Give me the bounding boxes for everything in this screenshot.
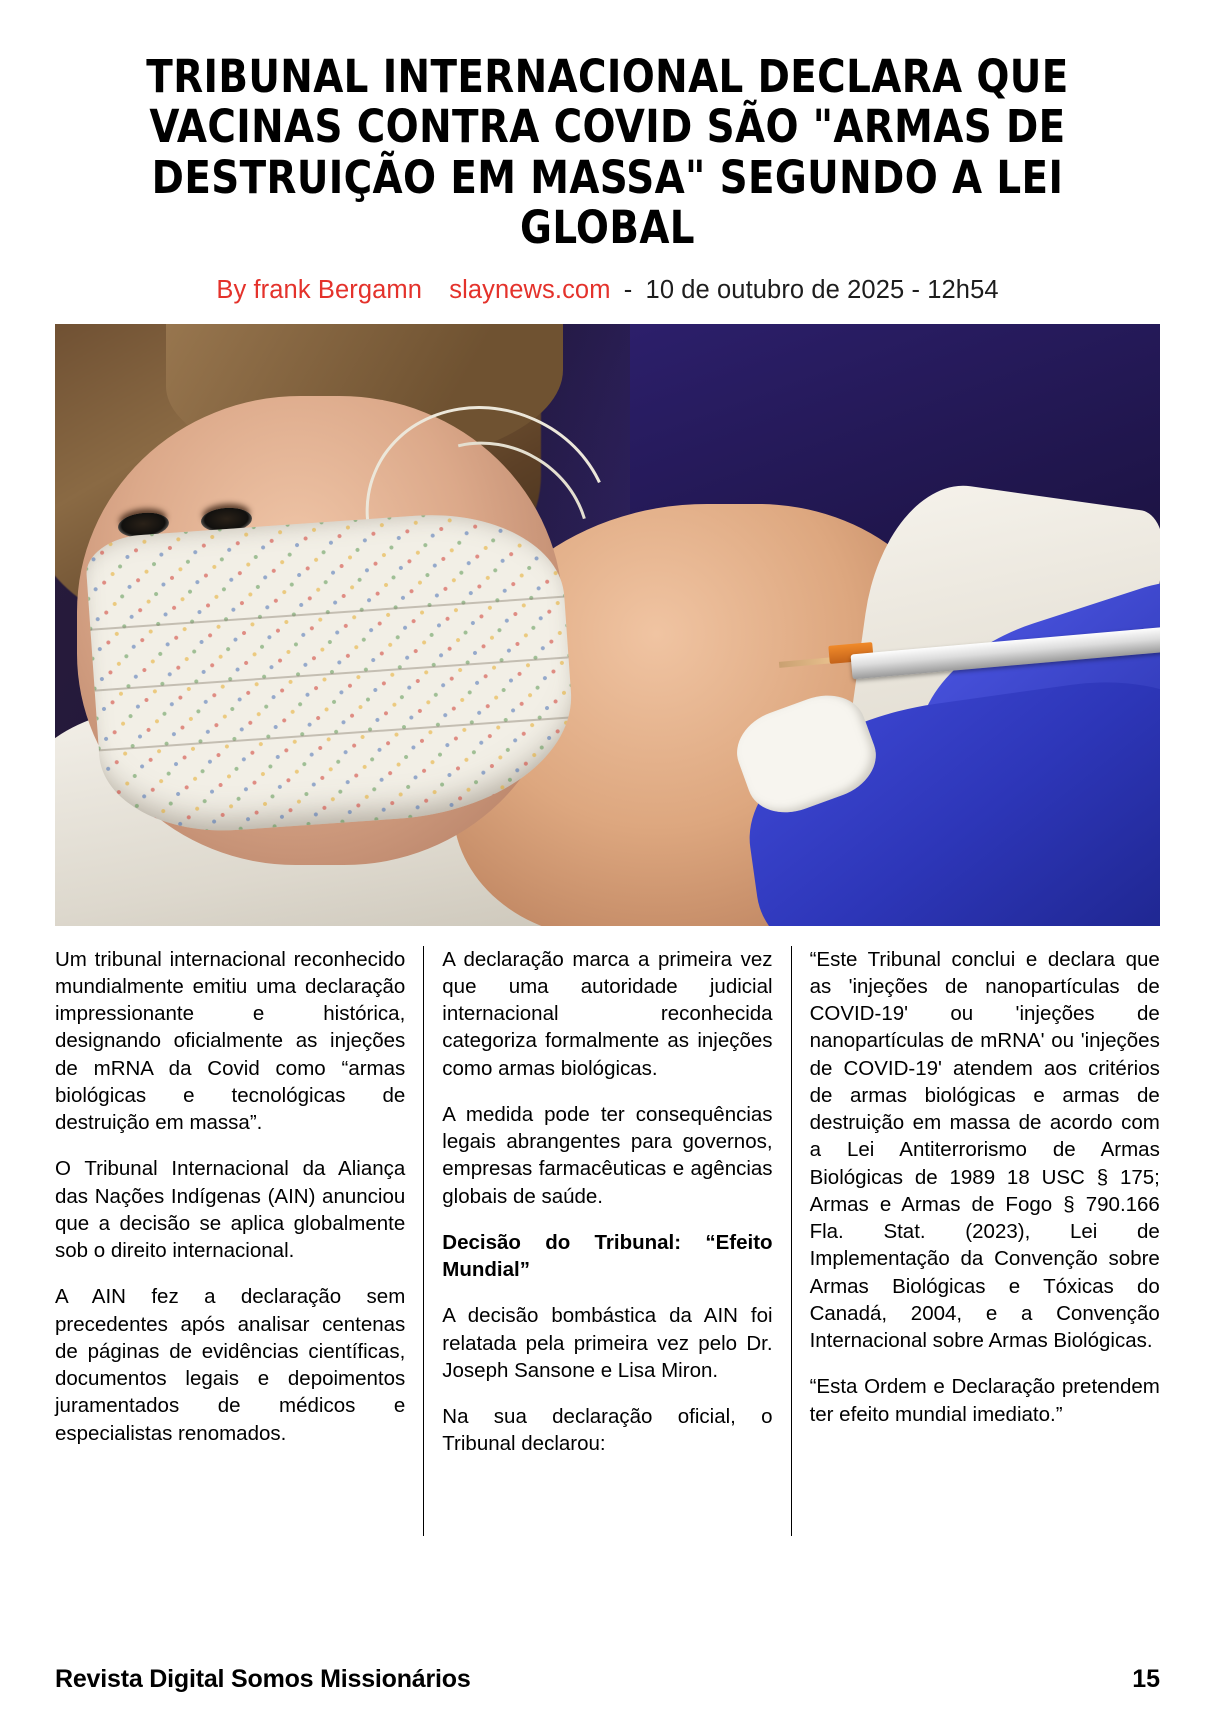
page-title: TRIBUNAL INTERNACIONAL DECLARA QUE VACINAS CONTRA COVID SÃO "ARMAS DE DESTRUIÇÃO EM MASSA" SEGUNDO A LEI GLOBAL: [146, 50, 1069, 255]
paragraph: A declaração marca a primeira vez que uma autoridade judicial internacional reconhecida categoriza formalmente as injeções como armas biológicas.: [442, 947, 773, 1080]
section-subheading: Decisão do Tribunal: “Efeito Mundial”: [442, 1230, 773, 1282]
photo-canvas: [55, 324, 1160, 926]
article-body: [55, 946, 1160, 1536]
paragraph: “Este Tribunal conclui e declara que as 'injeções de nanopartículas de COVID-19' ou 'injeções de nanopartículas de mRNA' ou 'injeções de COVID-19' atendem aos critérios de armas biológicas e armas de destruição em massa de acordo com a Lei Antiterrorismo de Armas Biológicas de 1989 18 USC § 175; Armas e Armas de Fogo § 790.166 Fla. Stat. (2023), Lei de Implementação da Convenção sobre Armas Biológicas e Tóxicas do Canadá, 2004, e a Convenção Internacional sobre Armas Biológicas.: [809, 947, 1160, 1353]
paragraph: O Tribunal Internacional da Aliança das Nações Indígenas (AIN) anunciou que a decisão se aplica globalmente sob o direito internacional.: [55, 1157, 406, 1263]
publication-name: Revista Digital Somos Missionários: [55, 1665, 471, 1693]
article-column-2: [423, 946, 791, 1536]
byline-author: By frank Bergamn: [216, 275, 423, 304]
byline: [55, 276, 1160, 305]
paragraph: A AIN fez a declaração sem precedentes após analisar centenas de páginas de evidências científicas, documentos legais e depoimentos juramentados de médicos e especialistas renomados.: [55, 1285, 406, 1445]
article-column-1: [55, 946, 423, 1536]
paragraph: “Esta Ordem e Declaração pretendem ter efeito mundial imediato.”: [809, 1375, 1160, 1426]
paragraph: A decisão bombástica da AIN foi relatada pela primeira vez pelo Dr. Joseph Sansone e Lisa Miron.: [442, 1304, 773, 1382]
paragraph: A medida pode ter consequências legais abrangentes para governos, empresas farmacêuticas e agências globais de saúde.: [442, 1102, 773, 1208]
article-column-3: [792, 946, 1160, 1536]
article-photo: [55, 324, 1160, 926]
page-number: 15: [1132, 1665, 1160, 1693]
paragraph: Na sua declaração oficial, o Tribunal declarou:: [442, 1405, 773, 1456]
paragraph: Um tribunal internacional reconhecido mundialmente emitiu uma declaração impressionante e histórica, designando oficialmente as injeções de mRNA da Covid como “armas biológicas e tecnológicas de destruição em massa”.: [55, 947, 406, 1135]
byline-separator: -: [623, 275, 633, 304]
photo-face-mask: [84, 506, 579, 839]
byline-date: 10 de outubro de 2025 - 12h54: [645, 275, 999, 304]
page-footer: [55, 1665, 1160, 1694]
byline-source: slaynews.com: [449, 275, 611, 304]
